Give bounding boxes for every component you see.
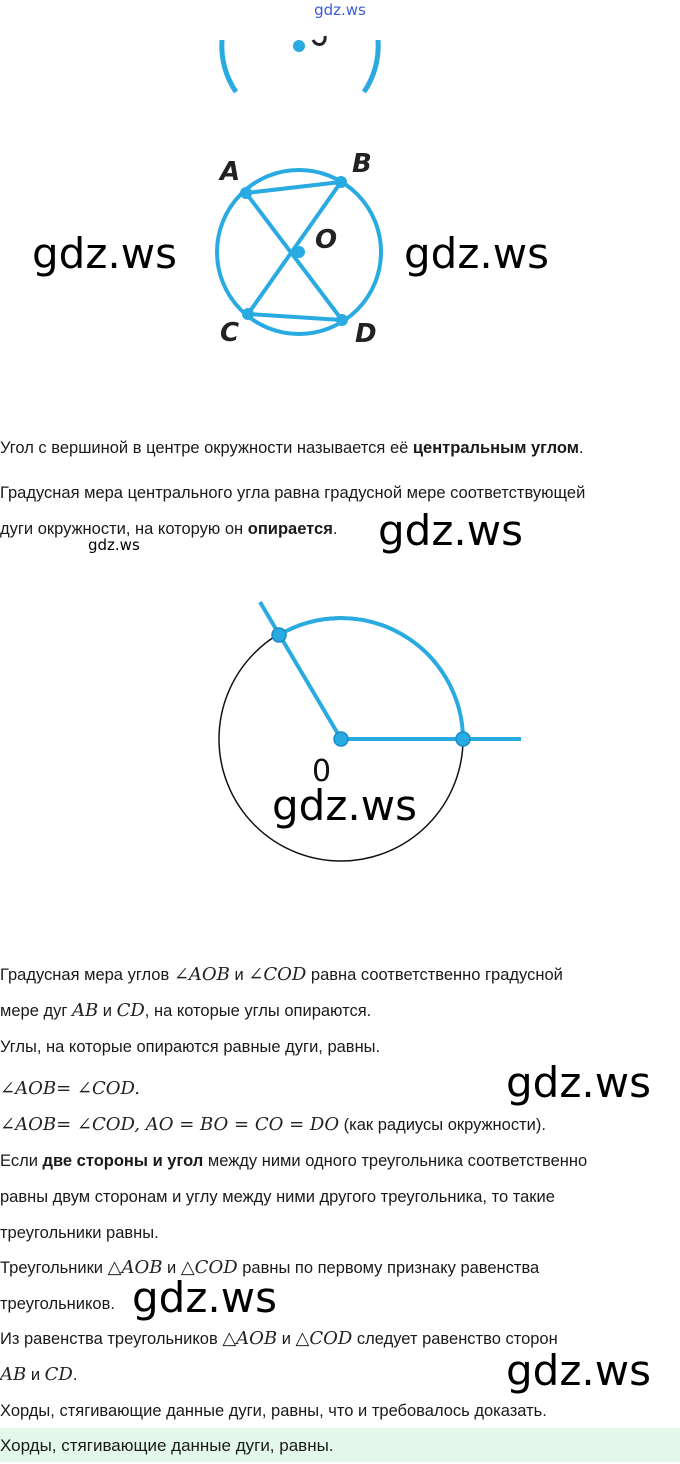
triangles-equal-line2: треугольников. [0, 1295, 115, 1313]
conclusion: Хорды, стягивающие данные дуги, равны, что и требовалось доказать. [0, 1402, 547, 1420]
watermark-para9: gdz.ws [506, 1346, 651, 1395]
watermark-small-para2: gdz.ws [88, 536, 140, 554]
watermark-fig2: gdz.ws [272, 781, 417, 830]
point-label-a: A [220, 157, 241, 187]
point-label-o: O [315, 225, 338, 255]
sides-equal-line1: Из равенства треугольников △AOB и △COD следует равенство сторон [0, 1328, 558, 1349]
sides-equal-line2: AB и CD. [0, 1364, 78, 1385]
point-label-d: D [355, 319, 377, 349]
sas-theorem-line1: Если две стороны и угол между ними одного треугольника соответственно [0, 1152, 588, 1170]
angles-measure-line2: мере дуг AB и CD, на которые углы опираются. [0, 1000, 372, 1021]
answer-box: Хорды, стягивающие данные дуги, равны. [0, 1428, 680, 1462]
center-label-0: 0 [312, 754, 332, 789]
angle-equality: ∠AOB= ∠COD. [0, 1078, 140, 1099]
equal-arcs-statement: Углы, на которые опираются равные дуги, равны. [0, 1038, 381, 1056]
sas-theorem-line3: треугольники равны. [0, 1224, 159, 1242]
point-label-c: C [220, 318, 240, 348]
cropped-circle-figure [0, 0, 680, 100]
watermark-fig1-left: gdz.ws [32, 229, 177, 278]
watermark-fig1-right: gdz.ws [404, 229, 549, 278]
radii-equality: ∠AOB= ∠COD, AO = BO = CO = DO (как радиусы окружности). [0, 1114, 546, 1135]
central-angle-measure-line2: дуги окружности, на которую он опирается. [0, 520, 338, 538]
central-angle-measure-line1: Градусная мера центрального угла равна градусной мере соответствующей [0, 484, 586, 502]
top-watermark: gdz.ws [314, 1, 366, 19]
sas-theorem-line2: равны двум сторонам и углу между ними другого треугольника, то такие [0, 1188, 555, 1206]
triangles-equal-line1: Треугольники △AOB и △COD равны по первому признаку равенства [0, 1257, 540, 1278]
point-label-b: B [352, 149, 372, 179]
definition-central-angle: Угол с вершиной в центре окружности называется её центральным углом. [0, 439, 584, 457]
watermark-para2: gdz.ws [378, 506, 523, 555]
angles-measure-line1: Градусная мера углов ∠AOB и ∠COD равна соответственно градусной [0, 964, 563, 985]
circle-chords-figure [200, 140, 400, 360]
watermark-para8: gdz.ws [132, 1273, 277, 1322]
watermark-para5: gdz.ws [506, 1058, 651, 1107]
